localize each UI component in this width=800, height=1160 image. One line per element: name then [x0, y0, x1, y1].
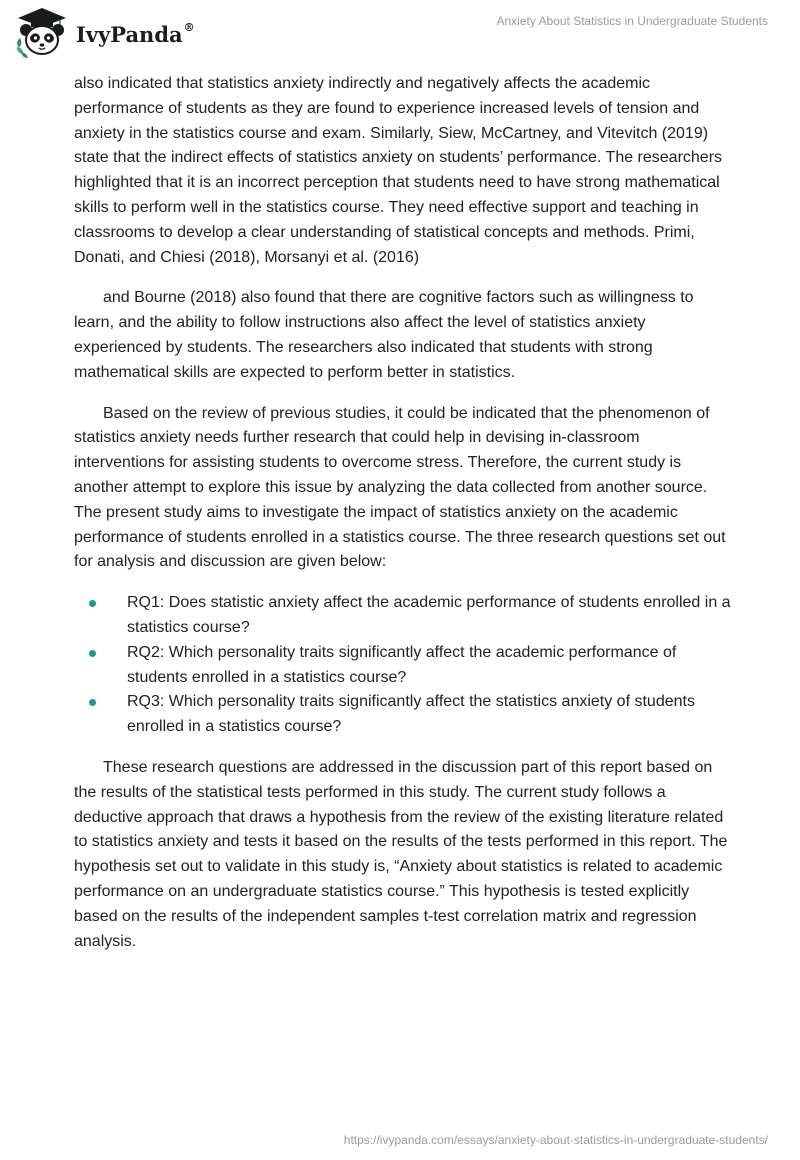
source-url[interactable]: https://ivypanda.com/essays/anxiety-about-statistics-in-undergraduate-students/	[343, 1133, 768, 1147]
paragraph: These research questions are addressed in the discussion part of this report based on the results of the statistical tests performed in this study. The current study follows a deductive approach that draws a hypothesis from the review of the existing literature related to statistics anxiety and tests it based on the results of the tests performed in this report. The hypothesis set out to validate in this study is, “Anxiety about statistics is related to academic performance on an undergraduate statistics course.” This hypothesis is tested explicitly based on the results of the independent samples t-test correlation matrix and regression analysis.	[74, 758, 728, 950]
panda-graduation-cap-icon	[14, 6, 70, 60]
bullet-icon	[89, 699, 96, 706]
brand-name: IvyPanda®	[76, 20, 195, 47]
ivypanda-logo[interactable]	[14, 6, 195, 60]
research-question-text: RQ2: Which personality traits significantly affect the academic performance of students enrolled in a statistics course?	[127, 643, 677, 686]
paragraph-continued: also indicated that statistics anxiety indirectly and negatively affects the academic performance of students as they are found to experience increased levels of tension and anxiety in the statistics course and exam. Similarly, Siew, McCartney, and Vitevitch (2019) state that the indirect effects of statistics anxiety on students’ performance. The researchers highlighted that it is an incorrect perception that students need to have strong mathematical skills to perform well in the statistics course. They need effective support and teaching in classrooms to develop a clear understanding of statistical concepts and methods. Primi, Donati, and Chiesi (2018), Morsanyi et al. (2016)	[74, 75, 723, 266]
research-questions-list	[74, 591, 734, 740]
page-header	[0, 0, 800, 70]
list-item	[74, 690, 734, 740]
bullet-icon	[89, 600, 96, 607]
research-question-text: RQ3: Which personality traits significantly affect the statistics anxiety of students enrolled in a statistics course?	[127, 693, 695, 736]
document-title: Anxiety About Statistics in Undergraduate Students	[496, 14, 768, 28]
list-item	[74, 641, 734, 691]
paragraph: and Bourne (2018) also found that there are cognitive factors such as willingness to learn, and the ability to follow instructions also affect the level of statistics anxiety experienced by students. The researchers also indicated that students with strong mathematical skills are expected to perform better in statistics.	[74, 289, 694, 381]
bullet-icon	[89, 650, 96, 657]
research-question-text: RQ1: Does statistic anxiety affect the academic performance of students enrolled in a statistics course?	[127, 594, 731, 636]
essay-body	[74, 72, 734, 970]
list-item	[74, 591, 734, 641]
registered-mark: ®	[183, 20, 195, 34]
paragraph: Based on the review of previous studies, it could be indicated that the phenomenon of statistics anxiety needs further research that could help in devising in-classroom interventions for assisting students to overcome stress. Therefore, the current study is another attempt to explore this issue by analyzing the data collected from another source. The present study aims to investigate the impact of statistics anxiety on the academic performance of students enrolled in a statistics course. The three research questions set out for analysis and discussion are given below:	[74, 404, 726, 571]
